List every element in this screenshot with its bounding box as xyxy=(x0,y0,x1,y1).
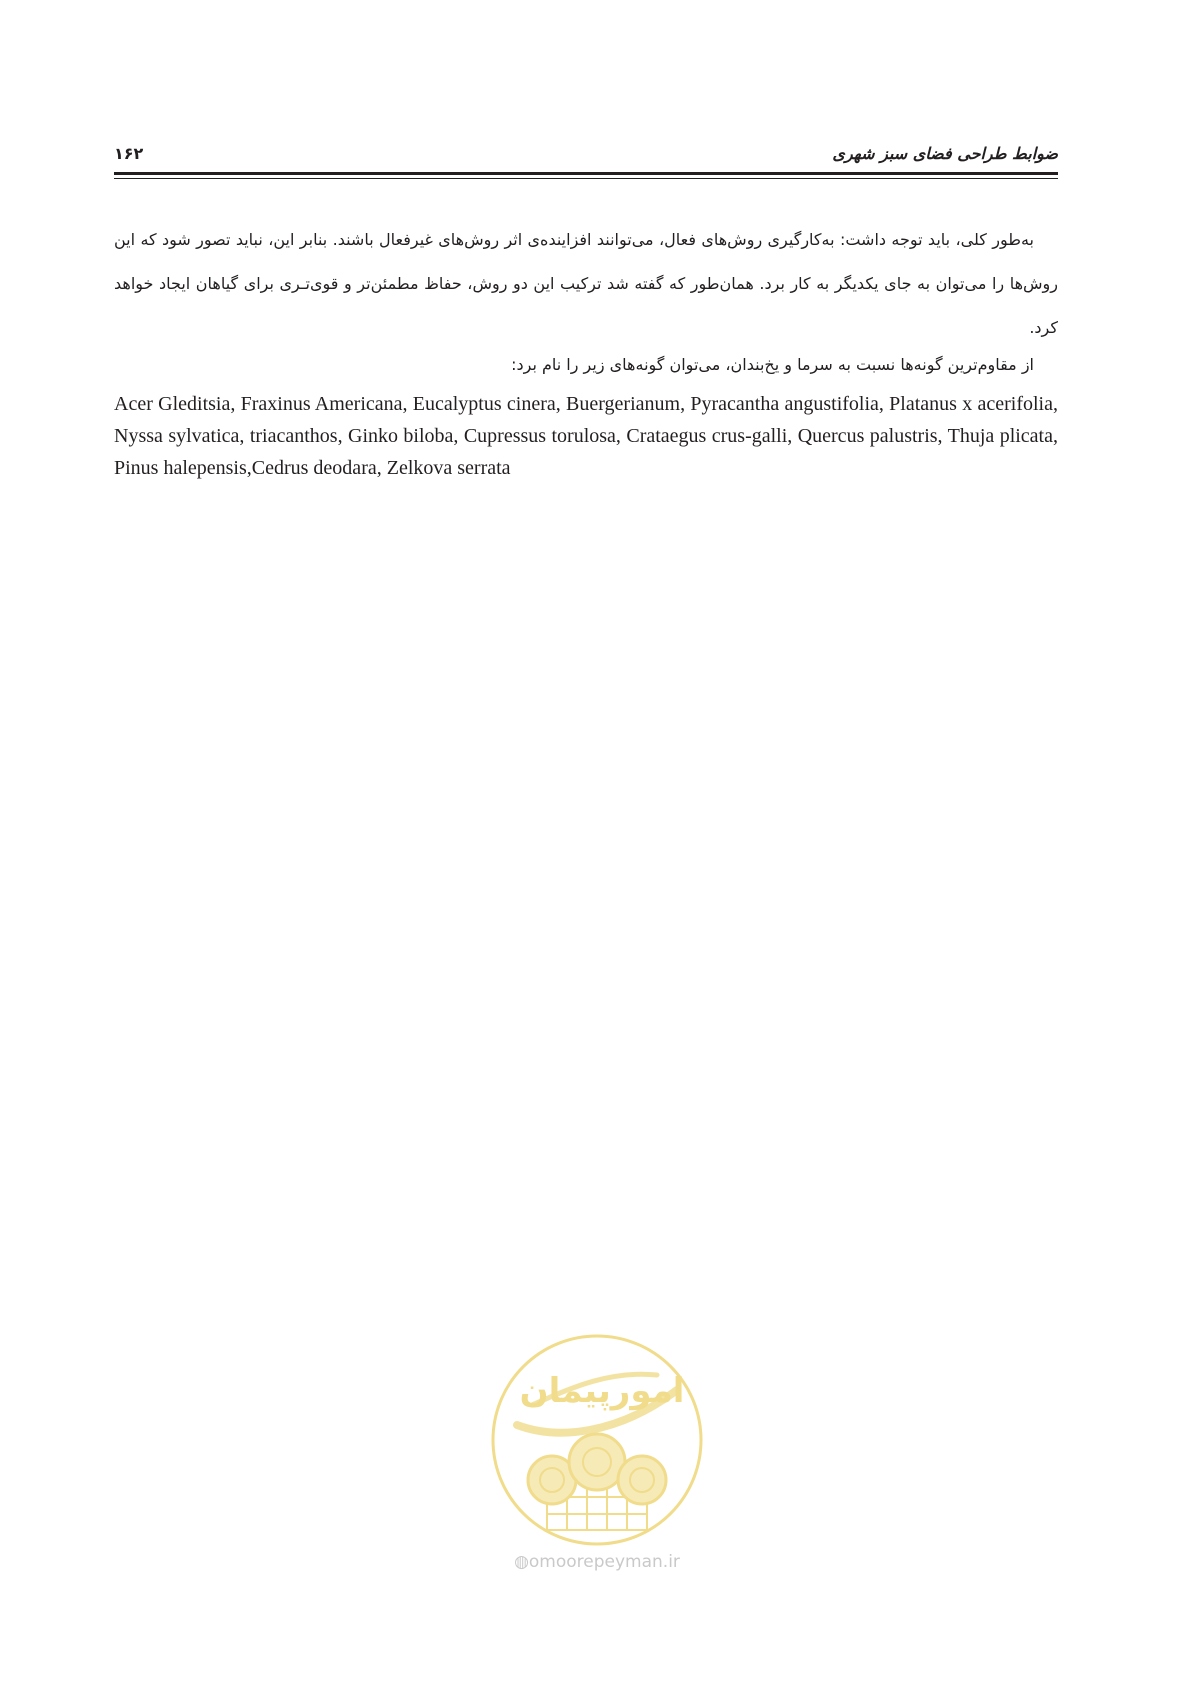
page-header xyxy=(114,136,1058,176)
page-number: ۱۶۲ xyxy=(114,144,144,163)
running-title: ضوابط طراحی فضای سبز شهری xyxy=(832,144,1058,163)
watermark-logo-text: امورپیمان xyxy=(519,1371,685,1411)
watermark-seal-icon xyxy=(487,1330,707,1550)
paragraph-1: به‌طور کلی، باید توجه داشت: به‌کارگیری روش‌های فعال، می‌توانند افزاینده‌ی اثر روش‌های غیرفعال باشند. بنابر این، نباید تصور شود که این روش‌ها را می‌توان به جای یکدیگر به کار برد. همان‌طور که گفته شد ترکیب این دو روش، حفاظ مطمئن‌تر و قوی‌تـری برای گیاهان ایجاد خواهد کرد. xyxy=(114,230,1058,337)
globe-icon: ◍ xyxy=(514,1552,529,1572)
watermark-url: ◍omoorepeyman.ir xyxy=(514,1552,680,1572)
paragraph-2: از مقاوم‌ترین گونه‌ها نسبت به سرما و یخ‌بندان، می‌توان گونه‌های زیر را نام برد: xyxy=(511,355,1034,374)
header-rule-thick xyxy=(114,172,1058,175)
header-rule-thin xyxy=(114,178,1058,179)
species-list: Acer Gleditsia, Fraxinus Americana, Eucalyptus cinera, Buergerianum, Pyracantha angustifolia, Platanus x acerifolia, Nyssa sylvatica, triacanthos, Ginko biloba, Cupressus torulosa, Crataegus crus-galli, Quercus palustris, Thuja plicata, Pinus halepensis,Cedrus deodara, Zelkova serrata xyxy=(114,393,1058,479)
watermark-logo xyxy=(487,1330,707,1600)
